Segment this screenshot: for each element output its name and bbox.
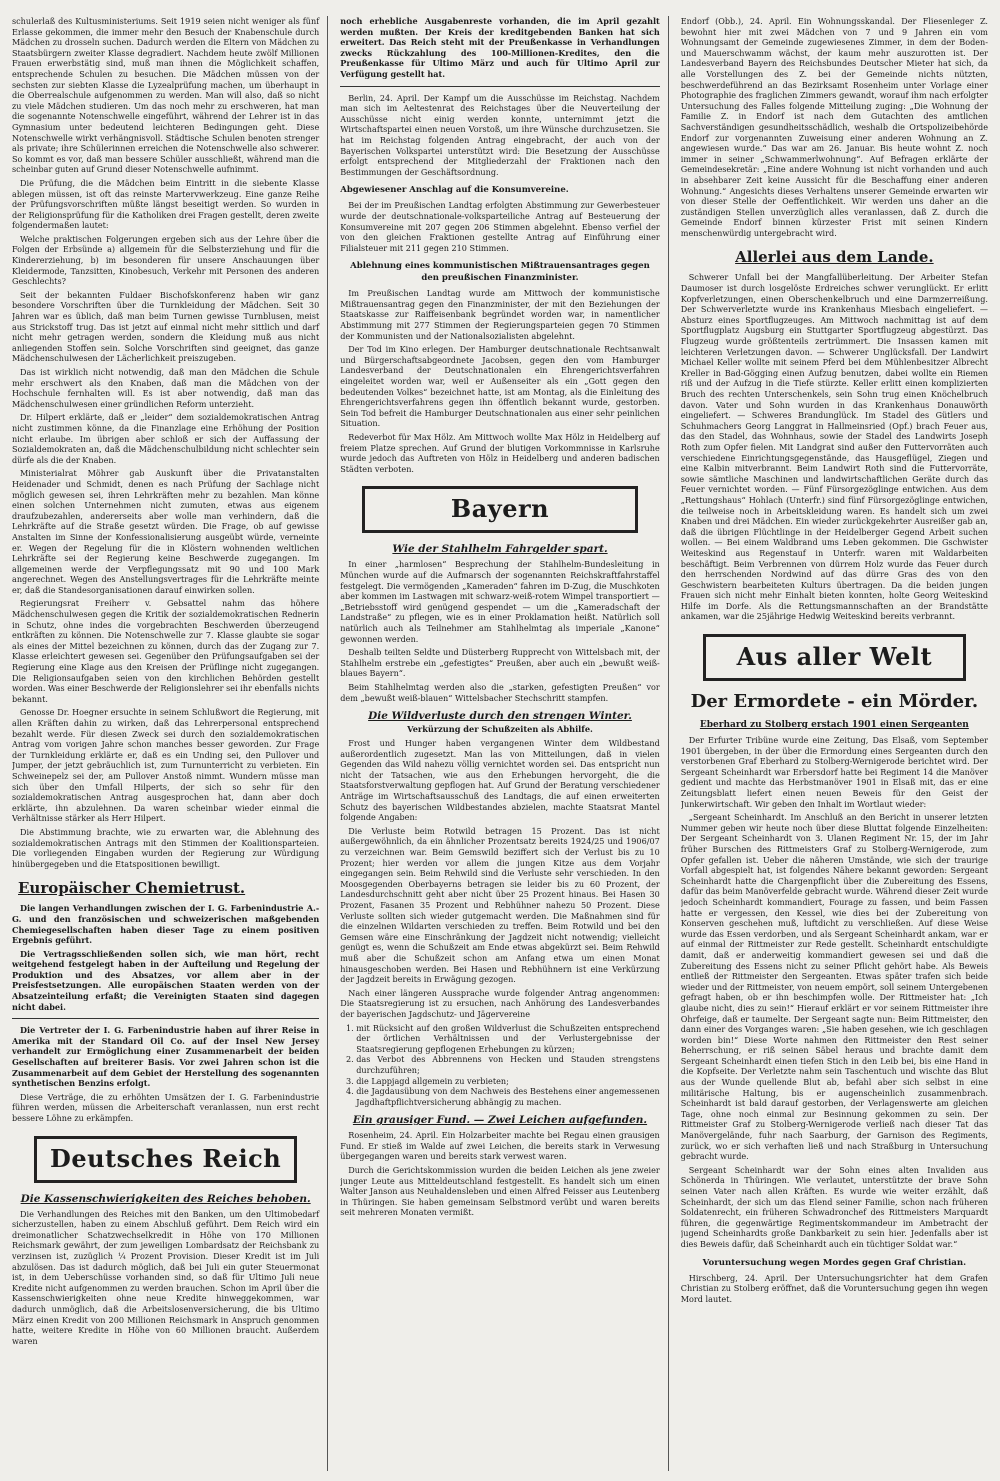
subheadline-wildverluste: Verkürzung der Schußzeiten als Abhilfe. (407, 724, 593, 735)
headline-voruntersuchung: Voruntersuchung wegen Mordes gegen Graf Christian. (702, 1257, 967, 1268)
article-paragraph: Berlin, 24. April. Der Kampf um die Ausschüsse im Reichstag. Nachdem man sich im Aeltestenrat des Reichstages über die Neuverteilung der Ausschüsse nicht einig werden konnte, unternimmt jetzt die Wirtschaftspartei einen neuen Vorstoß, um ihre Wünsche durchzusetzen. Sie hat im Reichstag folgenden Antrag eingebracht, der auch von der Bayerischen Volkspartei unterstützt wird: Die Besetzung der Ausschüsse erfolgt entsprechend der Mitgliederzahl der Fraktionen nach den Bestimmungen der Geschäftsordnung. (340, 92, 660, 177)
list-item: 4. die Jagdausübung von dem Nachweis des Bestehens einer angemessenen Jagdhaftpflichtversicherung abhängig zu machen. (356, 1086, 660, 1107)
section-box-deutsches-reich: Deutsches Reich (34, 1136, 297, 1183)
article-paragraph: Endorf (Obb.), 24. April. Ein Wohnungsskandal. Der Fliesenleger Z. bewohnt hier mit zwei Mädchen von 7 und 9 Jahren ein vom Wohnungsamt der Gemeinde zugewiesenes Zimmer, in dem der Boden- und Mauerschwamm wächst, der kaum mehr auszurotten ist. Der Landesverband Bayern des Reichsbundes Deutscher Mieter hat sich, da alle Vorstellungen des Z. bei der Gemeinde nichts nützten, beschwerdeführend an das Bezirksamt Rosenheim unter Vorlage einer Photographie des fraglichen Zimmers gewandt, worauf ihm nach erfolgter Untersuchung des Falles folgende Mitteilung zuging: „Die Wohnung der Familie Z. in Endorf ist nach dem Gutachten des amtlichen Sachverständigen gesundheitsschädlich, weshalb die Ortspolizeibehörde Endorf zur vorgenannten Zuweisung einer anderen Wohnung an Z. angewiesen wurde.“ Das war am 26. Januar. Bis heute wohnt Z. noch immer in seiner „Schwammerlwohnung“. Auf Befragen erklärte der Gemeindesekretär: „Eine andere Wohnung ist nicht vorhanden und auch in absehbarer Zeit keine Aussicht für die Beschaffung einer anderen Wohnung.“ Angesichts dieses Verhaltens unserer Gemeinde erwarten wir von dieser Stelle der Oeffentlichkeit. Wir werden uns daher an die zuständigen Stellen unverzüglich alles veranlassen, daß Z. durch die Gemeinde Endorf binnen kürzester Frist mit seinen Kindern menschenwürdig untergebracht wird. (680, 16, 988, 238)
column-left (12, 16, 328, 1471)
article-paragraph: Die Vertreter der I. G. Farbenindustrie haben auf ihrer Reise in Amerika mit der Standard Oil Co. auf der Insel New Jersey verhandelt zur Ermöglichung einer Zusammenarbeit der beiden Gesellschaften auf breiterer Basis. Vor zwei Jahren schon ist die Zusammenarbeit auf dem Gebiet der Herstellung des sogenannten synthetischen Benzins erfolgt. (12, 1025, 320, 1089)
article-paragraph: Schwerer Unfall bei der Mangfallüberleitung. Der Arbeiter Stefan Daumoser ist durch losgelöste Erdreiches schwer verunglückt. Er erlitt Kopfverletzungen, einen Oberschenkelbruch und eine Darmzerreißung. Der Schwerverletzte wurde ins Krankenhaus Miesbach eingeliefert. — Absturz eines Sportflugzeuges. Am Mittwoch nachmittag ist auf dem Sportflugplatz Augsburg ein Stuttgarter Sportflugzeug abgestürzt. Das Flugzeug wurde größtenteils zertrümmert. Die Insassen kamen mit leichteren Verletzungen davon. — Schwerer Unglücksfall. Der Landwirt Michael Keller wollte mit seinem Pferd bei dem Mühlenbesitzer Albrecht Kreller in Bad-Gögging einen Aufzug benutzen, dabei wollte ein Riemen riß und der Aufzug in die Tiefe stürzte. Keller erlitt einen komplizierten Bruch des rechten Unterschenkels, sein Sohn trug einen Knöchelbruch davon. Vater und Sohn wurden in das Krankenhaus Donauwörth eingeliefert. — Schweres Brandunglück. Im Stadel des Gütlers und Schuhmachers Georg Langgrat in Hallmeinsried (Opf.) brach Feuer aus, das den Stadel, das Wohnhaus, sowie der Stadel des Landwirts Joseph Roth zum Opfer fielen. Mit Landgrat sind außer den Futtervorräten auch verschiedene Einrichtungsgegenstände, das Hausgeflügel, Ziegen und eine Kalbin mitverbrannt. Beim Landwirt Roth sind die Futtervorräte, sowie sämtliche Maschinen und landwirtschaftlichen Geräte durch das Feuer vernichtet worden. — Fünf Fürsorgezöglinge entwichen. Aus dem „Rettungshaus“ Hohlach (Unterfr.) sind fünf Fürsorgezöglinge entwichen, die teilweise noch in Arbeitskleidung waren. Es handelt sich um zwei Knaben und drei Mädchen. Ein wieder zurückgekehrter Ausreißer gab an, daß die übrigen Flüchtlinge in der Heidelberger Gegend Arbeit suchen wollen. — Bei einem Waldbrand ums Leben gekommen. Die Gschwister Weiteskind aus Regenstauf in Unterfr. waren mit Waldarbeiten beschäftigt. Beim Verbrennen von dürrem Holz wurde das Feuer durch den herrschenden Nordwind auf das dürre Gras des von den Geschwistern bearbeiteten Kulturs übertragen. Da die beiden jungen Frauen sich nicht mehr Einhalt bieten konnten, holte Georg Weiteskind Hilfe im Dorfe. Als die Rettungsmannschaften an der Brandstätte ankamen, war die 25jährige Hedwig Weiteskind bereits verbrannt. (680, 272, 988, 622)
article-paragraph: Sergeant Scheinhardt war der Sohn eines alten Invaliden aus Schönerda in Thüringen. Wie verlautet, unterstützte der brave Sohn seinen Vater nach allen Kräften. Es wurde wie weiter erzählt, daß Scheinhardt, der sich um das Elend seiner Familie, schon nach früheren Soldatenrecht, ein früheren Schwadronchef des Rittmeisters Marquardt führen, die gegenwärtige Regimentskommandeur im Ambetracht der jugend Scheinhardts große Dankbarkeit zu sein hier. Jedenfalls aber ist dies Beweis dafür, daß Scheinhardt auch ein tüchtiger Soldat war.“ (680, 1164, 988, 1249)
divider (12, 1018, 319, 1019)
headline-misstrauensantrag: Ablehnung eines kommunistischen Mißtrauensantrages gegen den preußischen Finanzminister. (350, 261, 650, 284)
article-paragraph: Deshalb teilten Seldte und Düsterberg Rupprecht von Wittelsbach mit, der Stahlhelm erstrebe ein „gefestigtes“ Preußen, aber auch ein „bewußt weiß-blaues Bayern“. (340, 647, 660, 679)
article-paragraph: Hirschberg, 24. April. Der Untersuchungsrichter hat dem Grafen Christian zu Stolberg eröffnet, daß die Voruntersuchung gegen ihn wegen Mord lautet. (680, 1272, 988, 1304)
article-paragraph: Seit der bekannten Fuldaer Bischofskonferenz haben wir ganz besondere Vorschriften über die Turnkleidung der Mädchen. Seit 30 Jahren war es üblich, daß man beim Turnen gewisse Turnblusen, meist aus Strickstoff trug. Das ist jetzt auf einmal nicht mehr sittlich und darf nicht mehr getragen werden, sondern die Kleidung muß aus nicht anliegenden Stoffen sein. Solche Vorschriften sind geeignet, das ganze Mädchenschulwesen der Lächerlichkeit preiszugeben. (12, 289, 320, 364)
article-paragraph: Die Prüfung, die die Mädchen beim Eintritt in die siebente Klasse ablegen müssen, ist oft das reinste Martervwerkzeug. Eine ganze Reihe der Prüfungsvorschriften müßte längst beseitigt werden. So wurden in der Religionsprüfung für die Katholiken drei Fragen gestellt, deren zweite folgendermaßen lautet: (12, 177, 320, 231)
article-paragraph: Dr. Hilpert erklärte, daß er „leider“ dem sozialdemokratischen Antrag nicht zustimmen könne, da die Finanzlage eine Erhöhung der Position nicht erlaube. Im übrigen aber schloß er sich der Auffassung der Sozialdemokraten an, daß die Mädchenschulbildung nicht schlechter sein dürfe als die der Knaben. (12, 412, 320, 465)
article-paragraph: Die langen Verhandlungen zwischen der I. G. Farbenindustrie A.-G. und den französischen und schweizerischen maßgebenden Chemiegesellschaften haben dieser Tage zu einem positiven Ergebnis geführt. (12, 903, 320, 946)
headline-ermordete: Der Ermordete - ein Mörder. (690, 691, 979, 713)
article-paragraph: Die Verhandlungen des Reiches mit den Banken, um den Ultimobedarf sicherzustellen, haben zu einem Abschluß geführt. Dem Reich wird ein dreimonatlicher Schatzwechselkredit in Höhe von 170 Millionen Reichsmark gewährt, der zum jeweiligen Lombardsatz der Reichsbank zu verzinsen ist, zuzüglich ¼ Prozent Provision. Dieser Kredit ist im Juli abzulösen. Das ist dadurch möglich, daß bei Juli ein guter Steuermonat ist, in dem Ueberschüsse vorhanden sind, so daß für Ultimo Juli neue Kredite nicht aufgenommen zu werden brauchen. Schon im April über die Kassenschwierigkeiten ohne neue Kredite hinweggekommen, war dadurch unmöglich, daß die Arbeitslosenversicherung, die bis Ultimo März einen Kredit von 200 Millionen Reichsmark in Anspruch genommen hatte, weitere Kredite in Höhe von 60 Millionen braucht. Außerdem waren (12, 1208, 320, 1346)
list-item: 1. mit Rücksicht auf den großen Wildverlust die Schußzeiten entsprechend der örtlichen Verhältnissen und der Verlustergebnisse der Staatsregierung gepflogenen Erhebungen zu kürzen; (356, 1023, 660, 1055)
headline-wildverluste: Die Wildverluste durch den strengen Winter. (368, 710, 632, 723)
article-paragraph: Redeverbot für Max Hölz. Am Mittwoch wollte Max Hölz in Heidelberg auf freiem Platze sprechen. Auf Grund der blutigen Vorkommnisse in Karlsruhe wurde jedoch das Auftreten von Hölz in Heidelberg und anderen badischen Städten verboten. (340, 432, 660, 474)
article-paragraph: Nach einer längeren Aussprache wurde folgender Antrag angenommen: Die Staatsregierung ist zu ersuchen, nach Anhörung des Landesverbandes der bayerischen Jagdschutz- und Jägervereine (340, 987, 660, 1019)
section-box-bayern: Bayern (362, 486, 638, 533)
article-paragraph: Bei der im Preußischen Landtag erfolgten Abstimmung zur Gewerbesteuer wurde der deutschnationale-volksparteiliche Antrag auf Besteuerung der Konsumvereine mit 207 gegen 206 Stimmen abgelehnt. Ebenso verfiel der von den gleichen Fraktionen gestellte Antrag auf Einführung einer Filialsteuer mit 211 gegen 210 Stimmen. (340, 200, 660, 253)
article-paragraph: „Sergeant Scheinhardt. Im Anschluß an den Bericht in unserer letzten Nummer geben wir heute noch über diese Bluttat folgende Einzelheiten: Der Sergeant Scheinhardt von 3. Ulanen Regiment Nr. 15, der im Jahr früher Burschen des Rittmeisters Graf zu Stolberg-Wernigerode, zum Opfer gefallen ist. Ueber die näheren Umstände, wie sich der traurige Vorfall abgespielt hat, ist folgendes Nähere bekannt geworden: Sergeant Scheinhardt hatte die Chargenpflicht über die Zubereitung des Essens, dafür das beim Manöverfelde gebracht wurde. Während dieser Zeit wurde jedoch Scheinhardt kommandiert, Fourage zu fassen, und beim Fassen hatte er vergessen, den Kessel, wie dies bei der Zubereitung von Konserven geschehen muß, luftdicht zu verschließen. Auf diese Weise wurde das Essen verdorben, und als Sergeant Scheinhardt ankam, war er auf einmal der Rittmeister zur Rede gestellt. Scheinhardt entschuldigte damit, daß er anderweitig kommandiert gewesen sei und daß die Zubereitung des Essens nicht zu seiner Pflicht gehört habe. Als Beweis entließ der Rittmeister den Sergeanten. Etwas später trafen sich beide wieder und der Rittmeister, von neuem empört, soll seinem Untergebenen gefragt haben, ob er ihn beschimpfen wolle. Der Rittmeister hat: „Ich glaube nicht, dies zu sein!“ Hierauf erklärt er vor seinem Rittmeister ihre Ohrfeige, daß er taumelte. Der Sergeant sagte nun: Beim Rittmeister, den dann einer des Vorganges waren: „Sie haben gesehen, wie ich geschlagen worden bin!“ Diese Worte nahmen den Rittmeister den Rest seiner Beherrschung, er riß seinen Säbel heraus und brachte damit dem Sergeant Scheinhardt einen tiefen Stich in den Leib bei, bis eine Hand in die Kopfseite. Der Verletzte nahm sein Taschentuch und wischte das Blut aus der Wunde quellende Blut ab, befahl aber sich selbst in eine militärische Haltung, bis er augenscheinlich zusammenbrach. Scheinhardt ist bald darauf gestorben, der Verlagenswerte am gleichen Tage, ohne noch einmal zur Besinnung gekommen zu sein. Der Rittmeister Graf zu Stolberg-Wernigerode verließ nach dieser Tat das Manövergelände, fuhr nach Saarburg, der Garnison des Regiments, zurück, wo er sich verhaften ließ und nach Straßburg in Untersuchung gebracht wurde. (680, 812, 988, 1162)
article-paragraph: Der Erfurter Tribüne wurde eine Zeitung, Das Elsaß, vom September 1901 übergeben, in der über die Ermordung eines Sergeanten durch den verstorbenen Graf Eberhard zu Stolberg-Wernigerode berichtet wird. Der Sergeant Scheinhardt war Erbersdorf hatte bei Regiment 14 die Manöver gedient und machte das Herbstmanöver 1901 in Elsaß mit, das er eine Zeitungsblatt liefert einen neuen Beweis für den Geist der Junkerwirtschaft. Wir geben den Inhalt im Wortlaut wieder: (680, 735, 988, 809)
headline-konsumvereine: Abgewiesener Anschlag auf die Konsumvereine. (340, 185, 569, 196)
article-paragraph: Im Preußischen Landtag wurde am Mittwoch der kommunistische Mißtrauensantrag gegen den Finanzminister, der mit den Beziehungen der Staatskasse zur Raiffeisenbank begründet worden war, in namentlicher Abstimmung mit 277 Stimmen der Regierungsparteien gegen 70 Stimmen der Kommunisten und der Nationalsozialisten abgelehnt. (340, 288, 660, 341)
article-paragraph: Die Vertragsschließenden sollen sich, wie man hört, recht weitgehend festgelegt haben in der Aufteilung und Regelung der Produktion und des Absatzes, vor allem aber in der Preisfestsetzungen. Alle europäischen Staaten werden von der Absatzeinteilung erfaßt; die Vereinigten Staaten sind dagegen nicht dabei. (12, 948, 320, 1012)
article-paragraph: schulerlaß des Kultusministeriums. Seit 1919 seien nicht weniger als fünf Erlasse gekommen, die immer mehr den Besuch der Knabenschule durch Mädchen zu drosseln suchen. Dadurch werden die Eltern von Mädchen zu Staatsbürgern zweiter Klasse degradiert. Nachdem heute zwölf Millionen Frauen erwerbstätig sind, muß man ihnen die Möglichkeit schaffen, entsprechende Schulen zu besuchen. Die Mädchen müssen von der sechsten zur siebten Klasse die Lyzealprüfung machen, um überhaupt in die Oberrealschule aufgenommen zu werden. Man will also, daß so nicht zu viele Mädchen studieren. Um das noch mehr zu erschweren, hat man die sogenannte Notenschwelle eingeführt, während der Lehrer ist in das Gymnasium unter bedeutend leichteren Bedingungen geht. Diese Notenschwelle wirkt verhängnisvoll. Städtische Schulen benoten strenger als private; ihre Schülerinnen erreichen die Notenschwelle also schwerer. So kommt es vor, daß man bessere Schüler ausschließt, während man die scheinbar guten auf Grund dieser Notenschwelle aufnimmt. (12, 16, 320, 175)
headline-stahlhelm: Wie der Stahlhelm Fahrgelder spart. (392, 543, 608, 556)
article-paragraph: Der Tod im Kino erlegen. Der Hamburger deutschnationale Rechtsanwalt und Bürgerschaftsabgeordnete Jacobsen, gegen den vom Hamburger Landesverband der Deutschnationalen ein Ehrengerichtsverfahren eingeleitet worden war, weil er Außenseiter als ein „Gott gegen den bedeutenden Volkes“ bezeichnet hatte, ist am Montag, als die Einleitung des Ehrengerichtsverfahrens gegen ihn öffentlich bekannt wurde, gestorben. Sein Tod befreit die Hamburger Deutschnationalen aus einer sehr peinlichen Situation. (340, 344, 660, 429)
list-item: 3. die Lappjagd allgemein zu verbieten; (356, 1076, 660, 1087)
article-paragraph: In einer „harmlosen“ Besprechung der Stahlhelm-Bundesleitung in München wurde auf die Aufmarsch der sogenannten Reichskraftfahrstaffel festgelegt. Die vermögenden „Kameraden“ fahren im D-Zug, die Muschkoten aber kommen im Lastwagen mit schwarz-weiß-rotem Wimpel transportiert — „Betriebsstoff wird genügend gespendet — um die „Kameradschaft der Landstraße“ zu pflegen, wie es in einer Proklamation heißt. Natürlich soll natürlich auch als Teilnehmer am Stahlhelmtag als imperiale „Kanone“ gewonnen werden. (340, 559, 660, 644)
headline-kassenschwierigkeiten: Die Kassenschwierigkeiten des Reiches behoben. (20, 1192, 311, 1205)
headline-chemietrust: Europäischer Chemietrust. (18, 879, 246, 898)
section-box-aus-aller-welt: Aus aller Welt (703, 634, 966, 681)
article-paragraph: Ministerialrat Möhrer gab Auskunft über die Privatanstalten Heidenader und Schmidt, denen es nach Prüfung der Sachlage nicht möglich gewesen sei, ihren Lehrkräften mehr zu bezahlen. Man könne einen solchen Unternehmen nicht zumuten, etwas aus eigenem draufzubezahlen, andererseits aber wolle man verhindern, daß die Lehrkräfte auf die Straße gesetzt würden. Die Frage, ob auf gewisse Anstalten im Sinne der Konfessionalisierung ausgeübt würde, verneinte er. Wegen der Regelung für die in Klöstern wohnenden weltlichen Lehrkräfte sei der Regierung keine Beschwerde zugegangen. Im allgemeinen werde der Verpflegungssatz mit 90 und 100 Mark angerechnet. Wegen des Anstellungsvertrages für die Lehrkräfte meinte er, daß die Standesorganisationen darauf einwirken sollen. (12, 468, 320, 595)
article-paragraph: Regierungsrat Freiherr v. Gebsattel nahm das höhere Mädchenschulwesen gegen die Kritik der sozialdemokratischen Rednerin in Schutz, ohne indes die vorgebrachten Beschwerden überzeugend entkräften zu können. Die Notenschwelle zur 7. Klasse glaubte sie sogar als eines der Mittel bezeichnen zu können, durch das der Zugang zur 7. Klasse erleichtert gewesen sei. Gegenüber den Prüfungsaufgaben sei der Regierung eine Klage aus den Kreisen der Prüflinge nicht zugegangen. Die Religionsaufgaben seien von den kirchlichen Behörden gestellt worden. Was einer Beschwerde der Religionslehrer sei ihr ebenfalls nichts bekannt. (12, 598, 320, 704)
article-paragraph: Rosenheim, 24. April. Ein Holzarbeiter machte bei Regau einen grausigen Fund. Er stieß im Walde auf zwei Leichen, die bereits stark in Verwesung übergegangen waren und bereits stark verwest waren. (340, 1130, 660, 1162)
divider (340, 86, 660, 87)
list-item: 2. das Verbot des Abbrennens von Hecken und Stauden strengstens durchzuführen; (356, 1054, 660, 1075)
article-paragraph: noch erhebliche Ausgabenreste vorhanden, die im April gezahlt werden mußten. Der Kreis der kreditgebenden Banken hat sich erweitert. Das Reich steht mit der Preußenkasse in Verhandlungen zwecks Rückzahlung des 100-Millionen-Kredites, den die Preußenkasse für Ultimo März und auch für Ultimo April zur Verfügung gestellt hat. (340, 16, 660, 79)
column-middle (340, 16, 669, 1471)
subheadline-eberhard: Eberhard zu Stolberg erstach 1901 einen Sergeanten (699, 720, 969, 731)
article-paragraph: Die Abstimmung brachte, wie zu erwarten war, die Ablehnung des sozialdemokratischen Antrags mit den Stimmen der Koalitionsparteien. Die vorliegenden Eingaben wurden der Regierung zur Würdigung hinübergegeben und die Etatspositionen bewilligt. (12, 826, 320, 869)
article-paragraph: Beim Stahlhelmtag werden also die „starken, gefestigten Preußen“ vor dem „bewußt weiß-blauen“ Wittelsbacher Stechschritt stampfen. (340, 681, 660, 703)
headline-grausiger-fund: Ein grausiger Fund. — Zwei Leichen aufgefunden. (352, 1114, 648, 1127)
motion-list (340, 1023, 660, 1108)
article-paragraph: Welche praktischen Folgerungen ergeben sich aus der Lehre über die Folgen der Erbsünde a) allgemein für die Selbsterziehung und für die Kindererziehung, b) im besonderen für unsere Anschauungen über Kleidermode, Tanzsitten, Kinobesuch, Verkehr mit Personen des anderen Geschlechts? (12, 233, 320, 287)
article-paragraph: Frost und Hunger haben vergangenen Winter dem Wildbestand außerordentlich zugesetzt. Man las von Mitteilungen, daß in vielen Gegenden das Wild nahezu völlig vernichtet worden sei. Das entspricht nun nicht der Tatsachen, wie aus den Erhebungen hervorgeht, die die Staatsforstverwaltung gepflogen hat. Auf Grund der Beratung verschiedener Anträge im Wirtschaftsausschuß des Landtags, die auf einen erweiterten Schutz des bayerischen Wildbestandes abzielen, machte Staatsrat Mantel folgende Angaben: (340, 738, 660, 823)
column-right (681, 16, 988, 1471)
headline-allerlei: Allerlei aus dem Lande. (735, 248, 934, 267)
article-paragraph: Die Verluste beim Rotwild betragen 15 Prozent. Das ist nicht außergewöhnlich, da ein ähnlicher Prozentsatz bereits 1924/25 und 1906/07 zu verzeichnen war. Beim Gemswild beziffert sich der Verlust bis zu 10 Prozent; hier werden vor allem die jungen Kitze aus dem Vorjahr eingegangen sein. Beim Rehwild sind die Verluste sehr verschieden. In den Moosgegenden Oberbayerns betragen sie leider bis zu 60 Prozent, der Landesdurchschnitt geht aber nicht über 25 Prozent hinaus. Bei Hasen 30 Prozent, Fasanen 35 Prozent und Rebhühner nahezu 50 Prozent. Diese Verluste sollten sich wieder gutgemacht werden. Die Maßnahmen sind für die einzelnen Wildarten verschieden zu treffen. Beim Rotwild und bei den Gemsen wäre eine Einschränkung der Jagdzeit nicht notwendig; vielleicht genügt es, wenn die Schußzeit am Ende etwas abgekürzt sei. Beim Rehwild muß aber die Schußzeit schon am Anfang etwa um einen Monat hinausgeschoben werden. Bei Hasen und Rebhühnern ist eine Verkürzung der Jagdzeit bereits in Erwägung gezogen. (340, 825, 660, 985)
article-paragraph: Diese Verträge, die zu erhöhten Umsätzen der I. G. Farbenindustrie führen werden, müssen die Arbeiterschaft veranlassen, nun erst recht bessere Löhne zu erkämpfen. (12, 1091, 320, 1123)
article-paragraph: Durch die Gerichtskommission wurden die beiden Leichen als jene zweier junger Leute aus Mitteldeutschland festgestellt. Es handelt sich um einen Walter Janson aus Neuhaldensleben und einen Alfred Feisser aus Leutenberg in Thüringen. Sie haben gemeinsam Selbstmord verübt und waren bereits seit mehreren Monaten vermißt. (340, 1165, 660, 1218)
article-paragraph: Genosse Dr. Hoegner ersuchte in seinem Schlußwort die Regierung, mit allen Kräften dahin zu wirken, daß das Lehrerpersonal entsprechend bezahlt werde. Für diesen Zweck sei durch den sozialdemokratischen Antrag vom vorigen Jahre schon manches besser geworden. Zur Frage der Turnkleidung erklärte er, daß es ein Unding sei, den Pullover und Jumper, der jetzt gebräuchlich ist, zum Turnunterricht zu verbieten. Ein Schweinepelz sei der, am Pullover Anstoß nimmt. Wundern müsse man sich über den Umfall Hilperts, der sich so sehr für den sozialdemokratischen Antrag ausgesprochen hat, dann aber doch erklärte, ihn abzulehnen. Da waren scheinbar wieder einmal die Verhältnisse stärker als Herr Hilpert. (12, 707, 320, 824)
article-paragraph: Das ist wirklich nicht notwendig, daß man den Mädchen die Schule mehr erschwert als den Knaben, daß man die Mädchen von der Hochschule fernhalten will. Es ist aber notwendig, daß man das Mädchenschulwesen einer gründlichen Reform unterzieht. (12, 367, 320, 409)
